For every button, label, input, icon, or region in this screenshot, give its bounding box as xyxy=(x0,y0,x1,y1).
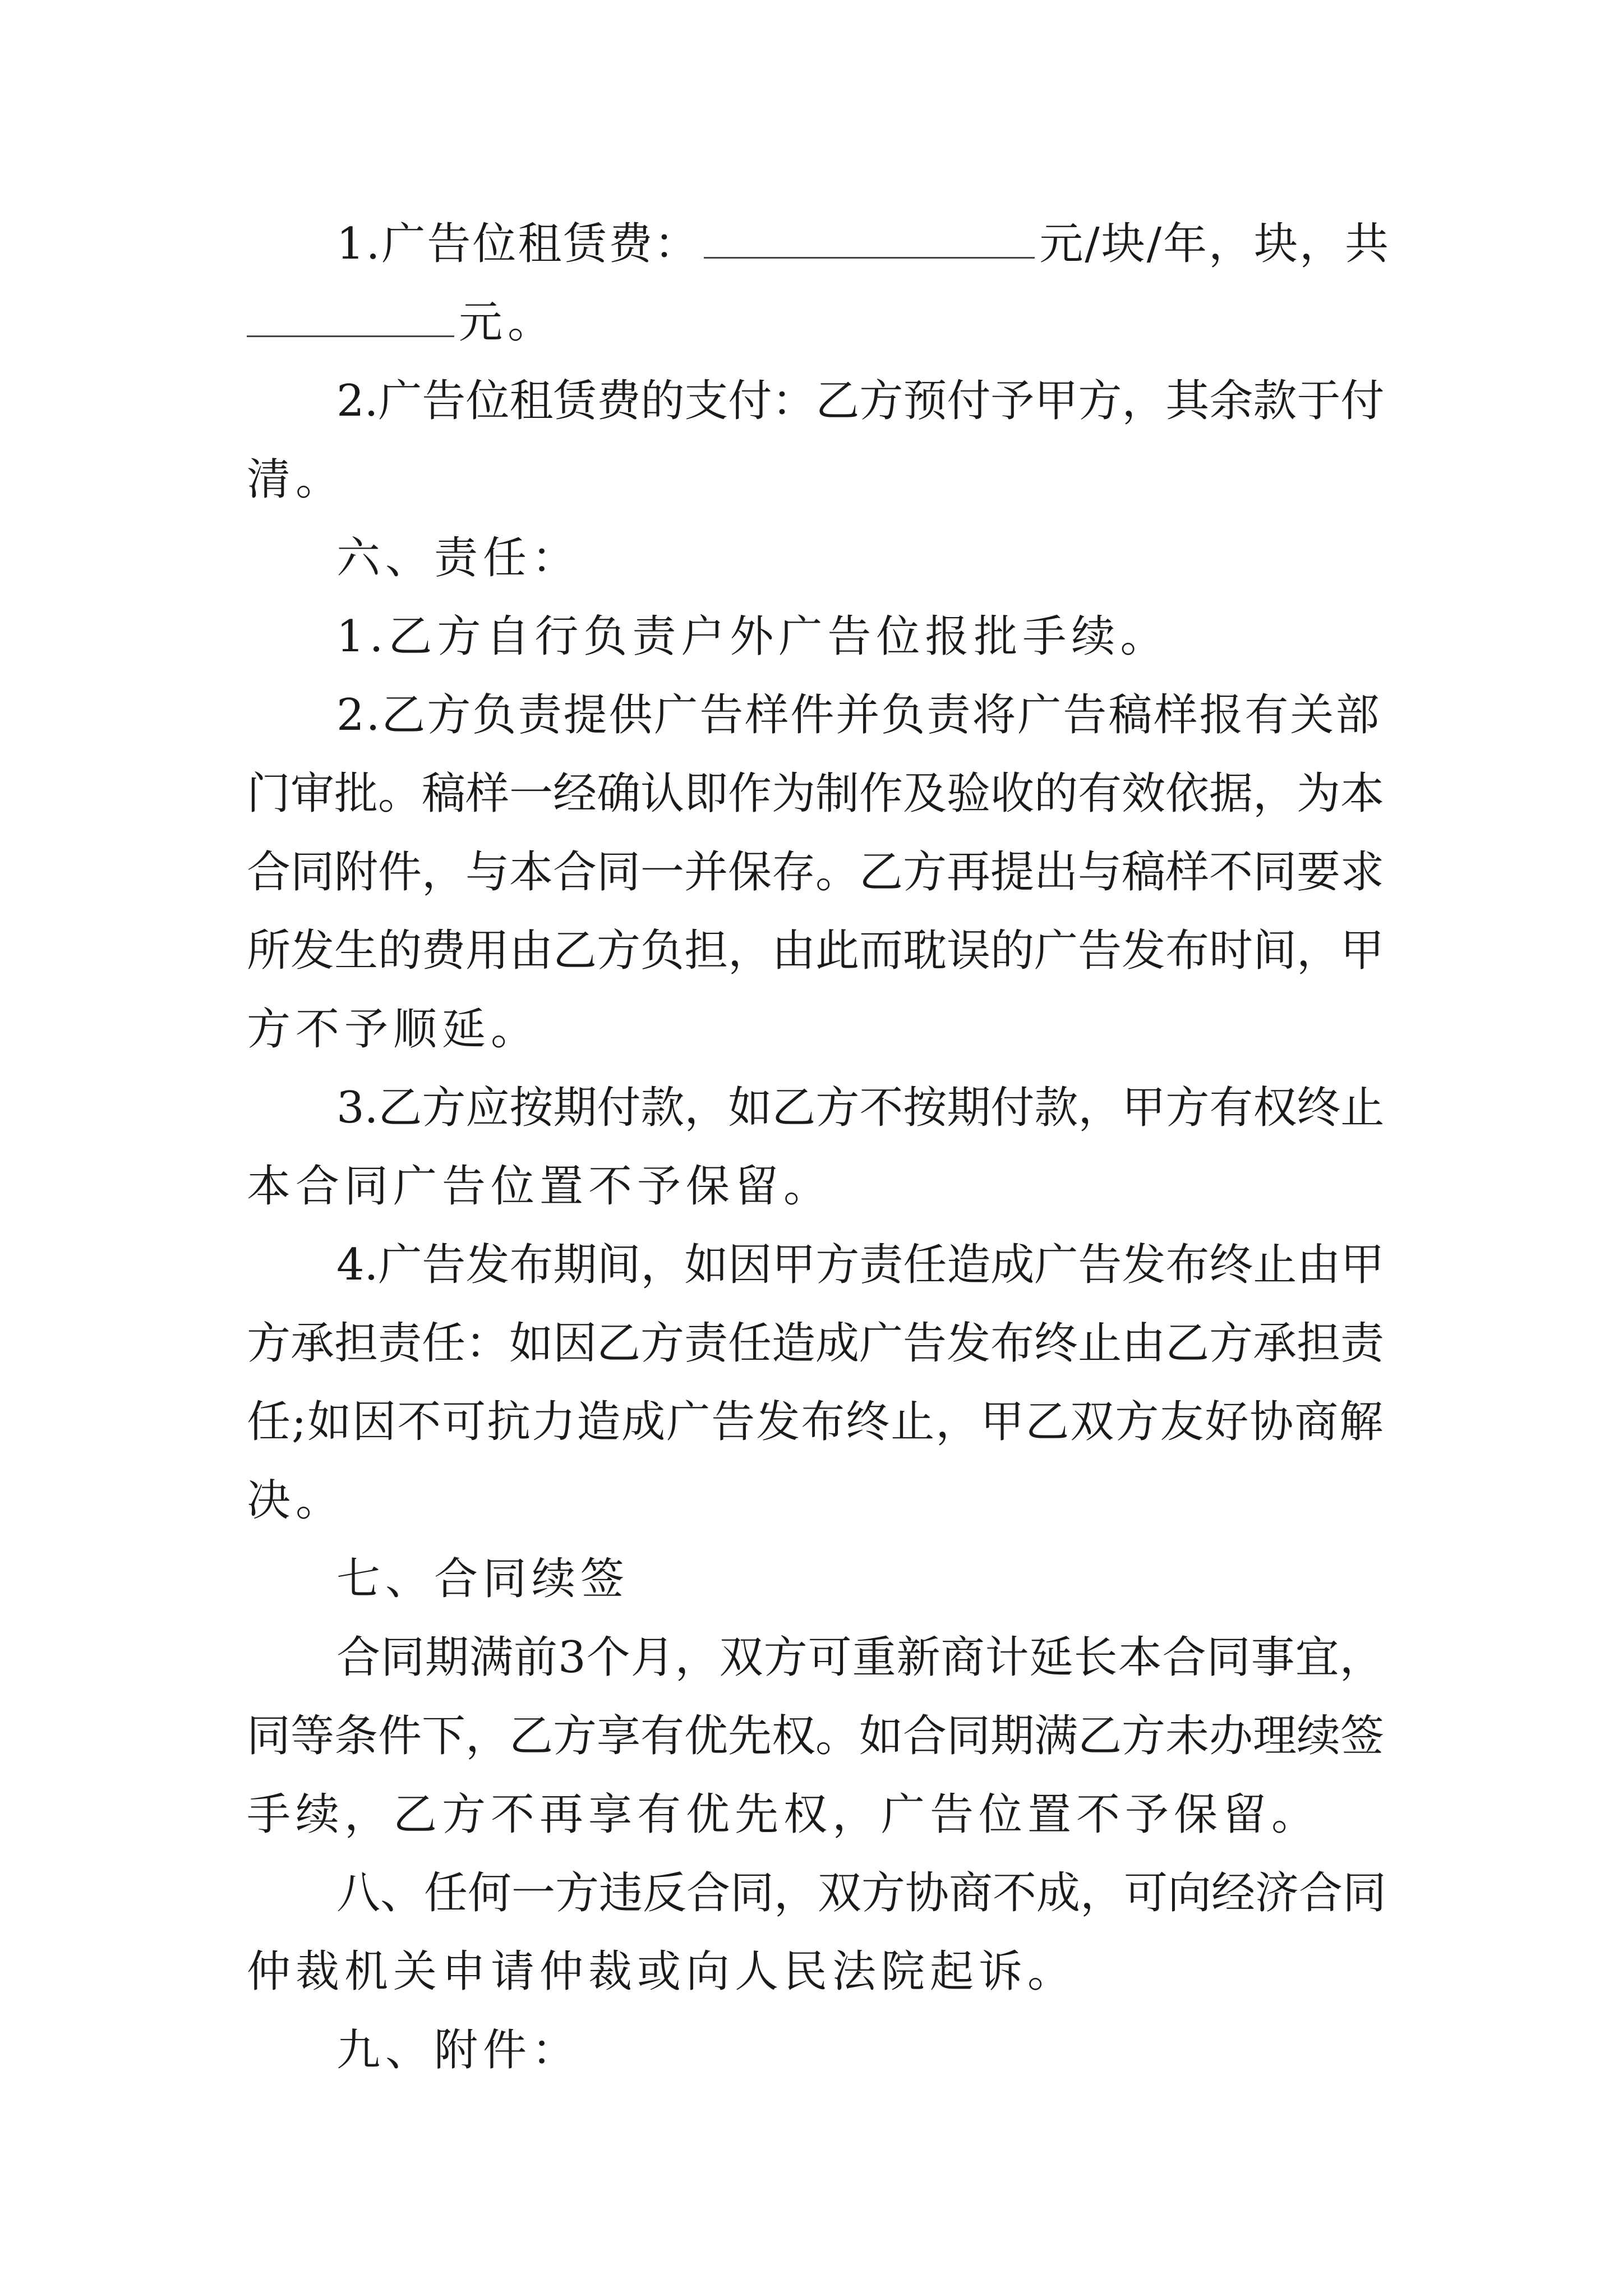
paragraph-line: 3.乙方应按期付款，如乙方不按期付款，甲方有权终止 xyxy=(336,1083,1385,1133)
paragraph-line: 决。 xyxy=(247,1475,345,1526)
fee-blank xyxy=(704,205,1035,259)
paragraph-line: 2.广告位租赁费的支付：乙方预付予甲方，其余款于付 xyxy=(336,376,1385,426)
paragraph-line: 本合同广告位置不予保留。 xyxy=(247,1161,833,1212)
paragraph-line: 门审批。稿样一经确认即作为制作及验收的有效依据，为本 xyxy=(247,769,1385,819)
paragraph-line: 清。 xyxy=(247,454,345,505)
paragraph-line: 2.乙方负责提供广告样件并负责将广告稿样报有关部 xyxy=(336,690,1381,740)
paragraph-line: 所发生的费用由乙方负担，由此而耽误的广告发布时间，甲 xyxy=(247,926,1385,976)
fee-unit: 元/块/年，块，共 xyxy=(1039,219,1390,269)
paragraph-line: 1.乙方自行负责户外广告位报批手续。 xyxy=(336,611,1169,662)
total-unit: 元。 xyxy=(459,297,557,348)
section-heading: 九、附件： xyxy=(336,2025,581,2076)
total-blank xyxy=(247,284,454,337)
paragraph-line: 方承担责任：如因乙方责任造成广告发布终止由乙方承担责 xyxy=(247,1318,1385,1369)
paragraph-line: 4.广告发布期间，如因甲方责任造成广告发布终止由甲 xyxy=(336,1240,1385,1290)
paragraph-line: 仲裁机关申请仲裁或向人民法院起诉。 xyxy=(247,1947,1077,1997)
paragraph-line: 合同附件，与本合同一并保存。乙方再提出与稿样不同要求 xyxy=(247,847,1385,898)
fee-label: 1.广告位租赁费： xyxy=(336,219,700,269)
paragraph-line: 合同期满前3个月，双方可重新商计延长本合同事宜， xyxy=(336,1632,1384,1683)
total-line xyxy=(247,280,1391,365)
section-heading: 八、任何一方违反合同，双方协商不成，可向经济合同 xyxy=(336,1868,1387,1918)
section-heading: 七、合同续签 xyxy=(336,1554,630,1604)
paragraph-line: 手续，乙方不再享有优先权，广告位置不予保留。 xyxy=(247,1789,1321,1840)
paragraph-line: 方不予顺延。 xyxy=(247,1004,540,1055)
paragraph-line: 同等条件下，乙方享有优先权。如合同期满乙方未办理续签 xyxy=(247,1711,1385,1761)
paragraph-line: 任;如因不可抗力造成广告发布终止，甲乙双方友好协商解 xyxy=(247,1397,1385,1447)
fee-line xyxy=(336,202,1391,286)
section-heading: 六、责任： xyxy=(336,533,581,583)
